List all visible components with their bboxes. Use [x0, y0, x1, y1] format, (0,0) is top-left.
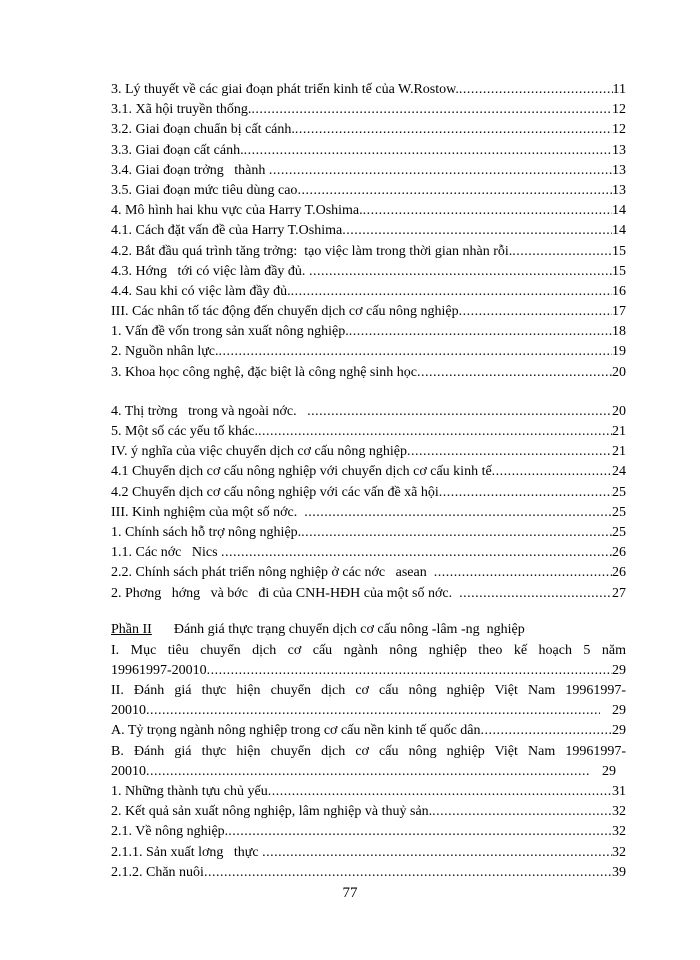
toc-page: 19 [612, 344, 626, 360]
toc-page: 26 [612, 545, 626, 561]
toc-entry [111, 543, 626, 563]
toc-title: 4. Thị trờng trong và ngoài nớc. [111, 403, 308, 419]
dot-leader [219, 342, 612, 362]
toc-page: 20 [612, 364, 626, 380]
toc-page: 12 [612, 102, 626, 118]
toc-title: 4.1 Chuyển dịch cơ cấu nông nghiệp với chuyển dịch cơ cấu kinh tế [111, 464, 492, 480]
dot-leader [432, 802, 612, 822]
toc-entry [111, 242, 626, 262]
toc-entry [111, 863, 626, 883]
toc-title: A. Tỷ trọng ngành nông nghiệp trong cơ cấu nền kinh tế quốc dân [111, 723, 481, 739]
dot-leader [262, 843, 612, 863]
dot-leader [221, 543, 612, 563]
toc-entry [111, 422, 626, 442]
dot-leader [146, 762, 590, 782]
toc-entry [111, 342, 626, 362]
toc-page: 29 [612, 723, 626, 739]
toc-title: 4.2 Chuyển dịch cơ cấu nông nghiệp với các vấn đề xã hội [111, 484, 439, 500]
toc-title: 5. Một số các yếu tố khác. [111, 424, 258, 439]
toc-page: 31 [612, 784, 626, 799]
toc-entry [111, 721, 626, 741]
toc-section-2 [111, 402, 626, 604]
section-gap [111, 604, 626, 619]
toc-page: 13 [612, 182, 626, 198]
toc-entry [111, 221, 626, 241]
toc-title: 20010 [111, 763, 146, 779]
toc-section-1 [111, 80, 626, 383]
toc-title: 4.3. Hớng tới có việc làm đầy đủ. [111, 263, 309, 279]
toc-title: 3. Khoa học công nghệ, đặc biệt là công nghệ sinh học [111, 364, 417, 380]
toc-entry [111, 802, 626, 822]
toc-page: 18 [612, 324, 626, 340]
toc-title-line2 [111, 762, 626, 782]
toc-entry [111, 843, 626, 863]
dot-leader [459, 302, 612, 322]
dot-leader [309, 262, 612, 282]
toc-title: 2.2. Chính sách phát triển nông nghiệp ở các nớc asean [111, 565, 434, 581]
dot-leader [363, 201, 612, 221]
toc-page: 26 [612, 565, 626, 581]
toc-title: IV. ý nghĩa của việc chuyển dịch cơ cấu nông nghiệp [111, 444, 407, 460]
dot-leader [417, 363, 612, 383]
toc-title: 1.1. Các nớc Nics [111, 545, 222, 561]
toc-title: 3.2. Giai đoạn chuẩn bị cất cánh. [111, 122, 295, 138]
toc-entry [111, 201, 626, 221]
toc-title: 4. Mô hình hai khu vực của Harry T.Oshima. [111, 203, 363, 219]
toc-page: 32 [612, 844, 626, 860]
toc-page: 29 [612, 662, 626, 678]
toc-title: 3.1. Xã hội truyền thống. [111, 102, 252, 118]
toc-entry [111, 822, 626, 842]
toc-title: III. Các nhân tố tác động đến chuyển dịch cơ cấu nông nghiệp [111, 304, 459, 320]
dot-leader [258, 422, 612, 442]
toc-page: 14 [612, 223, 626, 239]
dot-leader [228, 822, 612, 842]
dot-leader [459, 80, 613, 100]
toc-entry [111, 462, 626, 482]
toc-entry [111, 161, 626, 181]
dot-leader [301, 523, 612, 543]
dot-leader [295, 120, 612, 140]
toc-page: 25 [612, 504, 626, 520]
toc-entry [111, 363, 626, 383]
toc-title-line1: B. Đánh giá thực hiện chuyển dịch cơ cấu nông nghiệp Việt Nam 19961997- [111, 743, 626, 759]
toc-entry [111, 120, 626, 140]
toc-entry [111, 503, 626, 523]
dot-leader [269, 161, 612, 181]
dot-leader [268, 782, 612, 802]
toc-title: 2. Nguồn nhân lực. [111, 344, 219, 360]
toc-entry-multiline [111, 641, 626, 681]
dot-leader [459, 584, 612, 604]
toc-page: 20 [612, 403, 626, 419]
toc-page: 39 [612, 864, 626, 880]
toc-title-line2 [111, 661, 626, 681]
toc-title: 4.4. Sau khi có việc làm đầy đủ. [111, 283, 291, 299]
toc-title: 4.2. Bắt đầu quá trình tăng trởng: tạo việc làm trong thời gian nhàn rỗi. [111, 243, 513, 259]
toc-page: 11 [612, 82, 626, 97]
page-number: 77 [342, 885, 358, 901]
toc-page: 27 [612, 585, 626, 601]
dot-leader [307, 402, 612, 422]
dot-leader [304, 503, 612, 523]
dot-leader [291, 282, 612, 302]
toc-entry-multiline [111, 742, 626, 782]
dot-leader [146, 701, 600, 721]
dot-leader [204, 863, 612, 883]
toc-page: 17 [612, 304, 626, 320]
toc-page: 29 [602, 763, 616, 779]
toc-page: 24 [612, 464, 626, 480]
toc-entry [111, 141, 626, 161]
toc-title-line2 [111, 701, 626, 721]
toc-title: 2.1. Về nông nghiệp. [111, 824, 229, 840]
toc-title: 1. Những thành tựu chủ yếu [111, 784, 268, 799]
toc-entry [111, 322, 626, 342]
dot-leader [207, 661, 612, 681]
toc-title: 2.1.1. Sản xuất lơng thực [111, 844, 263, 860]
toc-page: 25 [612, 524, 626, 540]
part-label: Phần II [111, 621, 152, 637]
dot-leader [434, 563, 612, 583]
section-gap [111, 383, 626, 402]
toc-entry [111, 100, 626, 120]
toc-entry [111, 262, 626, 282]
dot-leader [349, 322, 612, 342]
toc-page: 14 [612, 203, 626, 219]
toc-title-line1: II. Đánh giá thực hiện chuyển dịch cơ cấu nông nghiệp Việt Nam 19961997- [111, 683, 626, 699]
toc-section-3 [111, 641, 626, 883]
dot-leader [342, 221, 612, 241]
toc-title: 2. Kết quả sản xuất nông nghiệp, lâm nghiệp và thuỷ sản. [111, 804, 433, 820]
toc-entry-multiline [111, 681, 626, 721]
toc-title: 2. Phơng hớng và bớc đi của CNH-HĐH của một số nớc. [111, 585, 460, 601]
toc-page: 13 [612, 162, 626, 178]
toc-title: 1. Chính sách hỗ trợ nông nghiệp. [111, 524, 302, 540]
toc-entry [111, 584, 626, 604]
toc-title: 3.4. Giai đoạn trởng thành [111, 162, 269, 178]
toc-title: III. Kinh nghiệm của một số nớc. [111, 504, 305, 520]
dot-leader [407, 442, 612, 462]
toc-entry [111, 442, 626, 462]
dot-leader [251, 100, 612, 120]
dot-leader [439, 483, 612, 503]
toc-entry [111, 302, 626, 322]
table-of-contents [111, 80, 626, 883]
dot-leader [244, 141, 612, 161]
dot-leader [492, 462, 612, 482]
toc-entry [111, 402, 626, 422]
toc-page: 32 [612, 804, 626, 820]
toc-page: 25 [612, 484, 626, 500]
toc-title: 3.5. Giai đoạn mức tiêu dùng cao [111, 182, 298, 198]
toc-entry [111, 80, 626, 100]
toc-page: 29 [612, 703, 626, 719]
toc-page: 32 [612, 824, 626, 840]
toc-title: 19961997-20010 [111, 662, 207, 678]
toc-title: 3. Lý thuyết về các giai đoạn phát triển kinh tế của W.Rostow. [111, 82, 459, 97]
toc-page: 15 [612, 263, 626, 279]
part-title: Đánh giá thực trạng chuyển dịch cơ cấu nông -lâm -ng nghiệp [173, 621, 525, 637]
dot-leader [512, 242, 612, 262]
toc-title: 20010 [111, 703, 146, 719]
toc-page: 21 [612, 424, 626, 439]
toc-title: 1. Vấn đề vốn trong sản xuất nông nghiệp. [111, 324, 349, 340]
toc-page: 15 [612, 243, 626, 259]
toc-title: 3.3. Giai đoạn cất cánh. [111, 142, 244, 158]
toc-page: 12 [612, 122, 626, 138]
toc-entry [111, 563, 626, 583]
toc-title-line1: I. Mục tiêu chuyển dịch cơ cấu ngành nông nghiệp theo kế hoạch 5 năm [111, 642, 626, 658]
dot-leader [481, 721, 612, 741]
toc-entry [111, 181, 626, 201]
toc-page: 21 [612, 444, 626, 460]
toc-page: 13 [612, 142, 626, 158]
toc-title: 2.1.2. Chăn nuôi [111, 864, 204, 880]
toc-page: 16 [612, 283, 626, 299]
dot-leader [297, 181, 612, 201]
toc-entry [111, 483, 626, 503]
toc-title: 4.1. Cách đặt vấn đề của Harry T.Oshima [111, 223, 343, 239]
part-heading [111, 619, 626, 641]
toc-entry [111, 282, 626, 302]
toc-entry [111, 523, 626, 543]
toc-entry [111, 782, 626, 802]
